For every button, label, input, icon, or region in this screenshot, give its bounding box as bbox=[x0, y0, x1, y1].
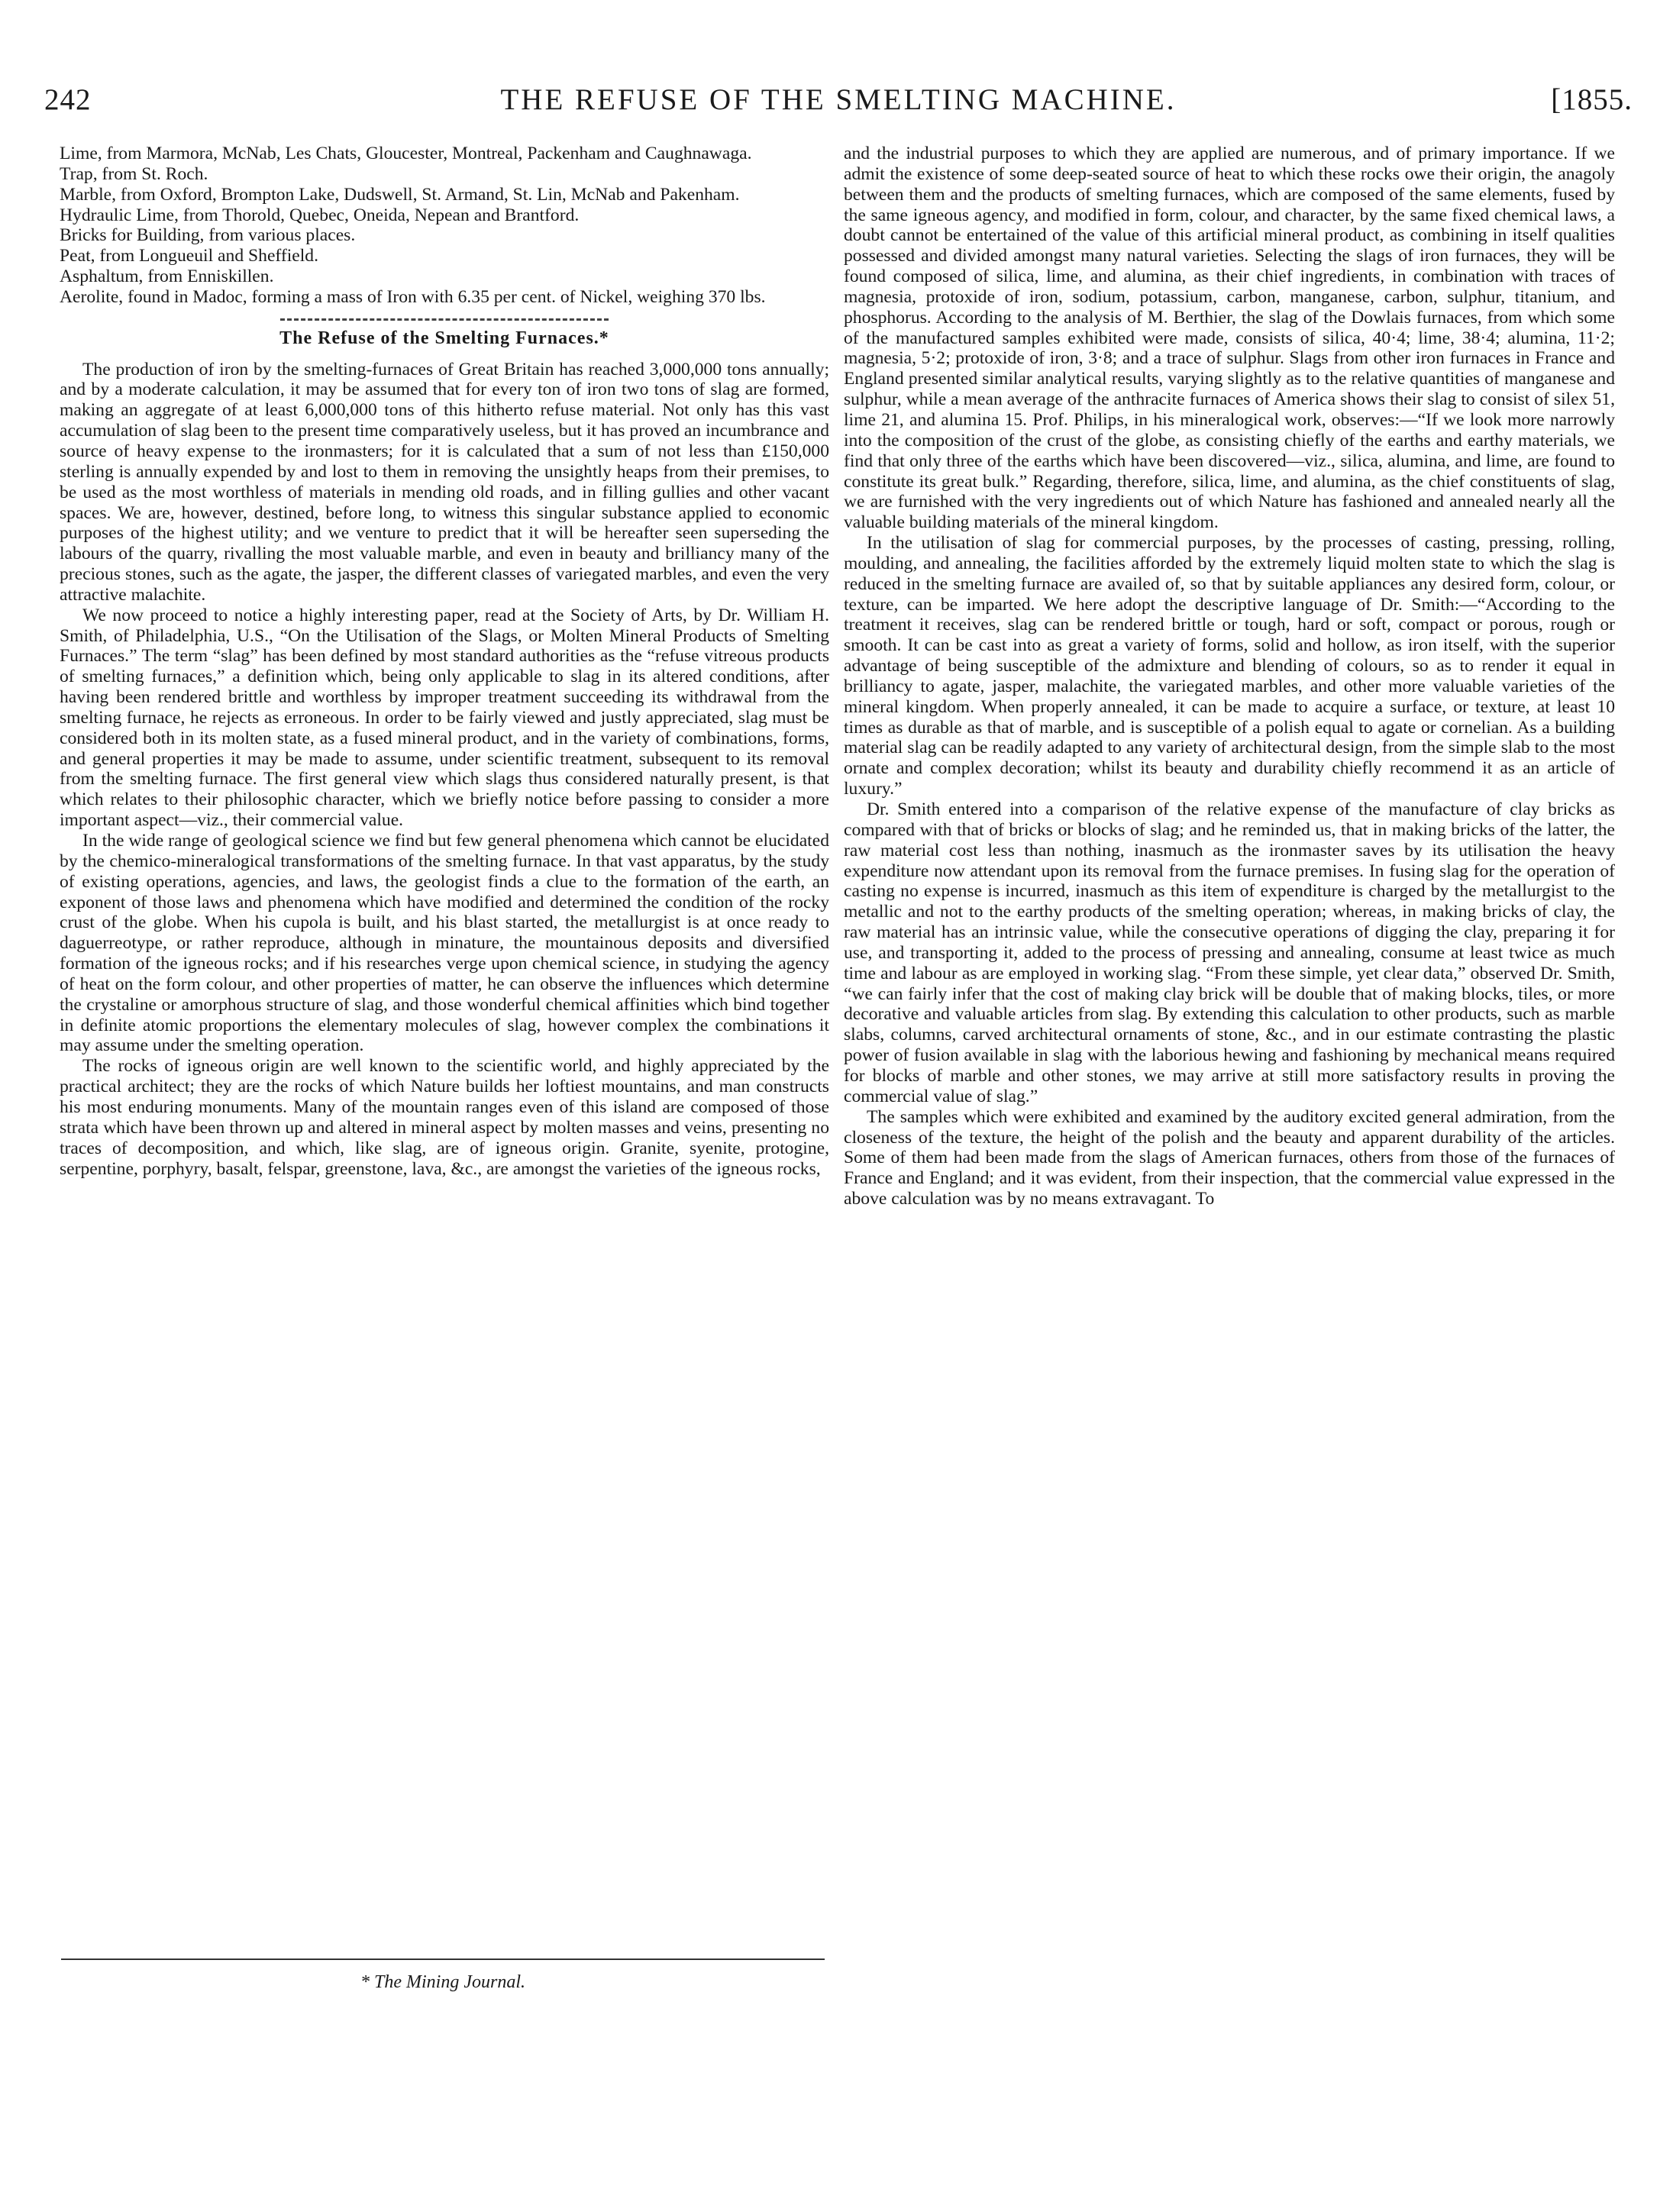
paragraph: The samples which were exhibited and examined by the auditory excited general admiration, from the closeness of the texture, the height of the polish and the beauty and apparent durability of the articles. Some of them had been made from the slags of American furnaces, others from those of the furnaces of France and England; and it was evident, from their inspection, that the commercial value expressed in the above calculation was by no means extravagant. To bbox=[844, 1106, 1615, 1209]
paragraph: Dr. Smith entered into a comparison of the relative expense of the manufacture of clay bricks as compared with that of bricks or blocks of slag; and he reminded us, that in making bricks of the latter, the raw material cost less than nothing, inasmuch as the ironmaster saves by its utilisation the heavy expenditure now attendant upon its removal from the furnace premises. In fusing slag for the operation of casting no expense is incurred, inasmuch as this item of expenditure is charged by the metallurgist to the metallic and not to the earthy products of the smelting operation; whereas, in making bricks of clay, the raw material has an intrinsic value, while the consecutive operations of digging the clay, preparing it for use, and transporting it, added to the process of pressing and annealing, consume at least twice as much time and labour as are employed in working slag. “From these simple, yet clear data,” observed Dr. Smith, “we can fairly infer that the cost of making clay brick will be double that of making blocks, tiles, or more decorative and valuable articles from slag. By extending this calculation to other products, such as marble slabs, columns, carved architectural ornaments of stone, &c., and in our estimate contrasting the plastic power of fusion available in slag with the laborious hewing and fashioning by mechanical means required for blocks of marble and other stones, we may arrive at still more satisfactory results in proving the commercial value of slag.” bbox=[844, 799, 1615, 1106]
section-divider bbox=[280, 318, 609, 321]
list-item: Trap, from St. Roch. bbox=[60, 163, 208, 184]
list-item: Marble, from Oxford, Brompton Lake, Dudswell, St. Armand, St. Lin, McNab and Pakenham. bbox=[60, 184, 740, 205]
list-item: Bricks for Building, from various places. bbox=[60, 225, 356, 246]
running-title: THE REFUSE OF THE SMELTING MACHINE. bbox=[500, 83, 1177, 116]
paragraph: In the utilisation of slag for commercial purposes, by the processes of casting, pressing, rolling, moulding, and annealing, the facilities afforded by the extremely liquid molten state to which the slag is reduced in the smelting furnace are availed of, so that by suitable appliances any desired form, colour, or texture, can be imparted. We here adopt the descriptive language of Dr. Smith:—“According to the treatment it receives, slag can be rendered brittle or tough, hard or soft, compact or porous, rough or smooth. It can be cast into as great a variety of forms, solid and hollow, as iron itself, with the superior advantage of being susceptible of the admixture and blending of colours, so as to render it equal in brilliancy to agate, jasper, malachite, the variegated marbles, and other more valuable varieties of the mineral kingdom. When properly annealed, it can be made to acquire a surface, or texture, at least 10 times as durable as that of marble, and is susceptible of a polish equal to agate or cornelian. As a building material slag can be readily adapted to any variety of architectural design, from the simple slab to the most ornate and complex decoration; whilst its beauty and durability chiefly recommend it as an article of luxury.” bbox=[844, 533, 1615, 799]
right-column bbox=[844, 144, 1615, 1209]
list-item: Lime, from Marmora, McNab, Les Chats, Gloucester, Montreal, Packenham and Caughnawaga. bbox=[60, 144, 752, 163]
footnote-rule bbox=[61, 1959, 825, 1960]
footnote: * The Mining Journal. bbox=[360, 1972, 525, 1992]
section-heading: The Refuse of the Smelting Furnaces.* bbox=[279, 328, 609, 348]
list-item: Peat, from Longueuil and Sheffield. bbox=[60, 246, 318, 266]
list-item: Asphaltum, from Enniskillen. bbox=[60, 266, 274, 287]
paragraph: The rocks of igneous origin are well known to the scientific world, and highly appreciated by the practical architect; they are the rocks of which Nature builds her loftiest mountains, and man constructs his most enduring monuments. Many of the mountain ranges even of this island are composed of those strata which have been thrown up and altered in mineral aspect by molten masses and veins, presenting no traces of decomposition, and which, like slag, are of igneous origin. Granite, syenite, protogine, serpentine, porphyry, basalt, felspar, greenstone, lava, &c., are amongst the varieties of the igneous rocks, bbox=[60, 1056, 829, 1179]
paragraph: and the industrial purposes to which they are applied are numerous, and of primary importance. If we admit the existence of some deep-seated source of heat to which these rocks owe their origin, the anagoly between them and the products of smelting furnaces, which are composed of the same elements, fused by the same igneous agency, and modified in form, colour, and character, by the same fixed chemical laws, a doubt cannot be entertained of the value of this artificial mineral product, as combining in itself qualities possessed and divided amongst many natural varieties. Selecting the slags of iron furnaces, they will be found composed of silica, lime, and alumina, as their chief ingredients, in combination with traces of magnesia, protoxide of iron, sodium, potassium, carbon, manganese, carbon, sulphur, titanium, and phosphorus. According to the analysis of M. Berthier, the slag of the Dowlais furnaces, from which some of the manufactured samples exhibited were made, consists of silica, 40·4; lime, 38·4; alumina, 11·2; magnesia, 5·2; protoxide of iron, 3·8; and a trace of sulphur. Slags from other iron furnaces in France and England presented similar analytical results, varying slightly as to the relative quantities of manganese and sulphur, while a mean average of the anthracite furnaces of America shows their slag to consist of silex 51, lime 21, and alumina 15. Prof. Philips, in his mineralogical work, observes:—“If we look more narrowly into the composition of the crust of the globe, as consisting chiefly of the earths and earthy materials, we find that only three of the earths which have been discovered—viz., silica, alumina, and lime, are found to constitute its great bulk.” Regarding, therefore, silica, lime, and alumina, as the chief constituents of slag, we are furnished with the very ingredients out of which Nature has fashioned and annealed nearly all the valuable building materials of the mineral kingdom. bbox=[844, 144, 1615, 533]
list-item: Aerolite, found in Madoc, forming a mass of Iron with 6.35 per cent. of Nickel, weighing 370 lbs. bbox=[60, 286, 766, 307]
list-item: Hydraulic Lime, from Thorold, Quebec, Oneida, Nepean and Brantford. bbox=[60, 205, 580, 225]
running-header bbox=[44, 82, 1633, 121]
volume-year: [1855. bbox=[1551, 83, 1633, 116]
page-number: 242 bbox=[44, 83, 92, 116]
paragraph: We now proceed to notice a highly interesting paper, read at the Society of Arts, by Dr. William H. Smith, of Philadelphia, U.S., “On the Utilisation of the Slags, or Molten Mineral Products of Smelting Furnaces.” The term “slag” has been defined by most standard authorities as the “refuse vitreous products of smelting furnaces,” a definition which, being only applicable to slag in its altered conditions, after having been rendered brittle and worthless by improper treatment succeeding its withdrawal from the smelting furnace, he rejects as erroneous. In order to be fairly viewed and justly appreciated, slag must be considered both in its molten state, as a fused mineral product, and in the variety of combinations, forms, and general properties it may be made to assume, under scientific treatment, subsequent to its removal from the smelting furnace. The first general view which slags thus considered naturally present, is that which relates to their philosophic character, which we briefly notice before passing to consider a more important aspect—viz., their commercial value. bbox=[60, 605, 829, 831]
left-column bbox=[60, 144, 829, 1179]
paragraph: In the wide range of geological science we find but few general phenomena which cannot be elucidated by the chemico-mineralogical transformations of the smelting furnace. In that vast apparatus, by the study of existing operations, agencies, and laws, the geologist finds a clue to the formation of the earth, an exponent of those laws and phenomena which have modified and determined the condition of the rocky crust of the globe. When his cupola is built, and his blast started, the metallurgist is at once ready to daguerreotype, or rather reproduce, although in minature, the mountainous deposits and diversified formation of the igneous rocks; and if his researches verge upon chemical science, in studying the agency of heat on the form colour, and other properties of matter, he can observe the influences which determine the crystaline or amorphous structure of slag, and those wonderful chemical affinities which bind together in definite atomic proportions the elementary molecules of slag, however complex the combinations it may assume under the smelting operation. bbox=[60, 831, 829, 1056]
paragraph: The production of iron by the smelting-furnaces of Great Britain has reached 3,000,000 tons annually; and by a moderate calculation, it may be assumed that for every ton of iron two tons of slag are formed, making an aggregate of at least 6,000,000 tons of this hitherto refuse material. Not only has this vast accumulation of slag been to the present time comparatively useless, but it has proved an incumbrance and source of heavy expense to the ironmasters; for it is calculated that a sum of not less than £150,000 sterling is annually expended by and lost to them in removing the unsightly heaps from their premises, to be used as the most worthless of materials in mending old roads, and in filling gullies and other vacant spaces. We are, however, destined, before long, to witness this singular substance applied to economic purposes of the highest utility; and we venture to predict that it will be hereafter seen superseding the labours of the quarry, rivalling the most valuable marble, and even in beauty and brilliancy many of the precious stones, such as the agate, the jasper, the different classes of variegated marbles, and even the very attractive malachite. bbox=[60, 359, 829, 605]
